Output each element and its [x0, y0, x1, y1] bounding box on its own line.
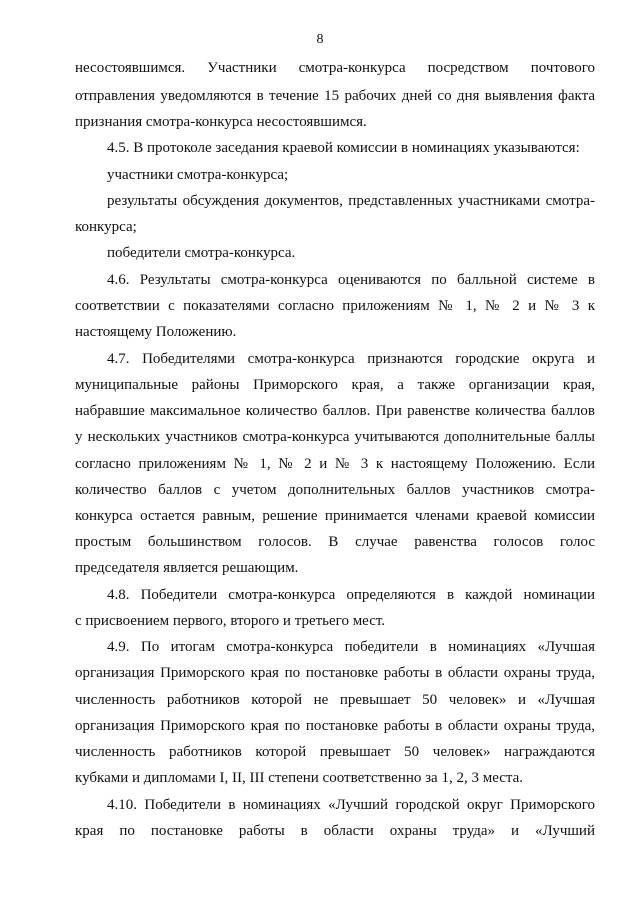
text-line: признания смотра-конкурса несостоявшимся. [75, 114, 367, 130]
text-line: численность работников которой не превышает 50 человек» и «Лучшая [75, 692, 595, 708]
text-line: количество баллов с учетом дополнительных баллов участников смотра- [75, 482, 595, 498]
text-line: несостоявшимся. Участники смотра-конкурса посредством почтового [75, 60, 595, 76]
text-line: у нескольких участников смотра-конкурса учитываются дополнительные баллы [75, 429, 595, 445]
text-line: конкурса; [75, 219, 137, 235]
list-item: результаты обсуждения документов, представленных участниками смотра- [107, 193, 595, 209]
paragraph-4-10: 4.10. Победители в номинациях «Лучший городской округ Приморского [107, 797, 595, 813]
text-line: отправления уведомляются в течение 15 рабочих дней со дня выявления факта [75, 88, 595, 104]
paragraph-4-7: 4.7. Победителями смотра-конкурса признаются городские округа и [107, 351, 595, 367]
text-line: председателя является решающим. [75, 560, 299, 576]
text-line: муниципальные районы Приморского края, а также организации края, [75, 377, 595, 393]
text-line: численность работников которой превышает 50 человек» награждаются [75, 744, 595, 760]
list-item: участники смотра-конкурса; [107, 167, 289, 183]
text-line: соответствии с показателями согласно приложениям № 1, № 2 и № 3 к [75, 298, 595, 314]
text-line: конкурса остается равным, решение принимается членами краевой комиссии [75, 508, 595, 524]
list-item: победители смотра-конкурса. [107, 245, 296, 261]
text-line: организация Приморского края по постановке работы в области охраны труда, [75, 665, 595, 681]
text-line: края по постановке работы в области охраны труда» и «Лучший [75, 823, 595, 839]
text-line: с присвоением первого, второго и третьего мест. [75, 613, 386, 629]
paragraph-4-8: 4.8. Победители смотра-конкурса определяются в каждой номинации [107, 587, 595, 603]
text-line: настоящему Положению. [75, 324, 237, 340]
text-line: согласно приложениям № 1, № 2 и № 3 к настоящему Положению. Если [75, 456, 595, 472]
text-line: кубками и дипломами I, II, III степени соответственно за 1, 2, 3 места. [75, 770, 524, 786]
text-line: организация Приморского края по постановке работы в области охраны труда, [75, 718, 595, 734]
text-line: простым большинством голосов. В случае равенства голосов голос [75, 534, 595, 550]
paragraph-4-5: 4.5. В протоколе заседания краевой комиссии в номинациях указываются: [107, 140, 580, 156]
page-number: 8 [316, 32, 324, 47]
text-line: набравшие максимальное количество баллов. При равенстве количества баллов [75, 403, 595, 419]
paragraph-4-9: 4.9. По итогам смотра-конкурса победители в номинациях «Лучшая [107, 639, 595, 655]
paragraph-4-6: 4.6. Результаты смотра-конкурса оцениваются по балльной системе в [107, 272, 595, 288]
